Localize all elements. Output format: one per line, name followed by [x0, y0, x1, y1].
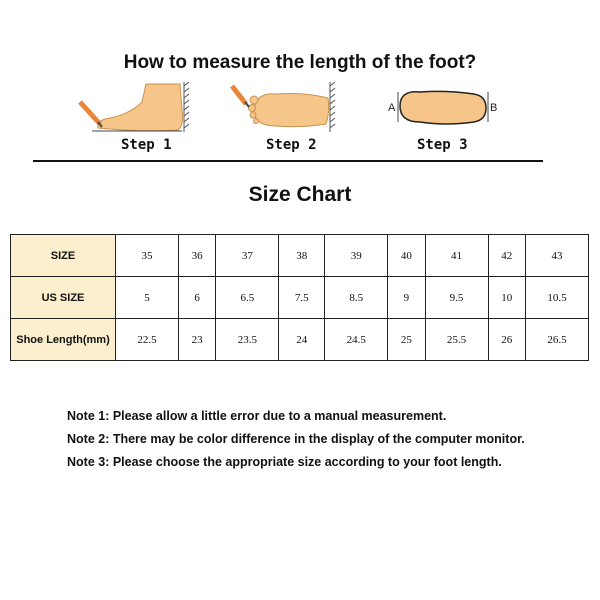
table-cell: 22.5: [116, 319, 179, 361]
row-header: US SIZE: [11, 277, 116, 319]
row-header: Shoe Length(mm): [11, 319, 116, 361]
size-chart-title: Size Chart: [248, 183, 352, 206]
table-cell: 8.5: [325, 277, 388, 319]
divider: [33, 160, 543, 162]
table-cell: 9.5: [425, 277, 488, 319]
table-cell: 43: [525, 235, 588, 277]
table-cell: 40: [388, 235, 425, 277]
table-cell: 26: [488, 319, 525, 361]
table-cell: 38: [279, 235, 325, 277]
measure-title: How to measure the length of the foot?: [123, 52, 477, 73]
table-cell: 42: [488, 235, 525, 277]
foot-side-ruler-icon: [70, 80, 200, 140]
table-cell: 10: [488, 277, 525, 319]
table-cell: 39: [325, 235, 388, 277]
table-cell: 26.5: [525, 319, 588, 361]
table-cell: 9: [388, 277, 425, 319]
size-table: [10, 234, 589, 361]
table-cell: 24: [279, 319, 325, 361]
table-cell: 25.5: [425, 319, 488, 361]
step-3-label: Step 3: [417, 137, 468, 153]
table-row: [11, 319, 589, 361]
note-1: Note 1: Please allow a little error due to a manual measurement.: [67, 409, 447, 423]
marker-a: A: [388, 102, 396, 114]
foot-top-ruler-icon: [224, 80, 354, 140]
table-cell: 7.5: [279, 277, 325, 319]
note-2: Note 2: There may be color difference in the display of the computer monitor.: [67, 432, 525, 446]
step-2-label: Step 2: [266, 137, 317, 153]
table-cell: 35: [116, 235, 179, 277]
table-cell: 41: [425, 235, 488, 277]
table-row: [11, 235, 589, 277]
steps-illustration: [0, 80, 600, 160]
table-cell: 37: [216, 235, 279, 277]
table-row: [11, 277, 589, 319]
table-cell: 6: [179, 277, 216, 319]
notes-section: [67, 409, 525, 478]
table-cell: 23: [179, 319, 216, 361]
foot-sole-ab-icon: [386, 80, 516, 140]
table-cell: 5: [116, 277, 179, 319]
table-cell: 23.5: [216, 319, 279, 361]
table-cell: 25: [388, 319, 425, 361]
table-cell: 10.5: [525, 277, 588, 319]
note-3: Note 3: Please choose the appropriate size according to your foot length.: [67, 455, 502, 469]
table-cell: 6.5: [216, 277, 279, 319]
step-1-label: Step 1: [121, 137, 172, 153]
table-cell: 36: [179, 235, 216, 277]
marker-b: B: [490, 102, 498, 114]
table-cell: 24.5: [325, 319, 388, 361]
row-header: SIZE: [11, 235, 116, 277]
